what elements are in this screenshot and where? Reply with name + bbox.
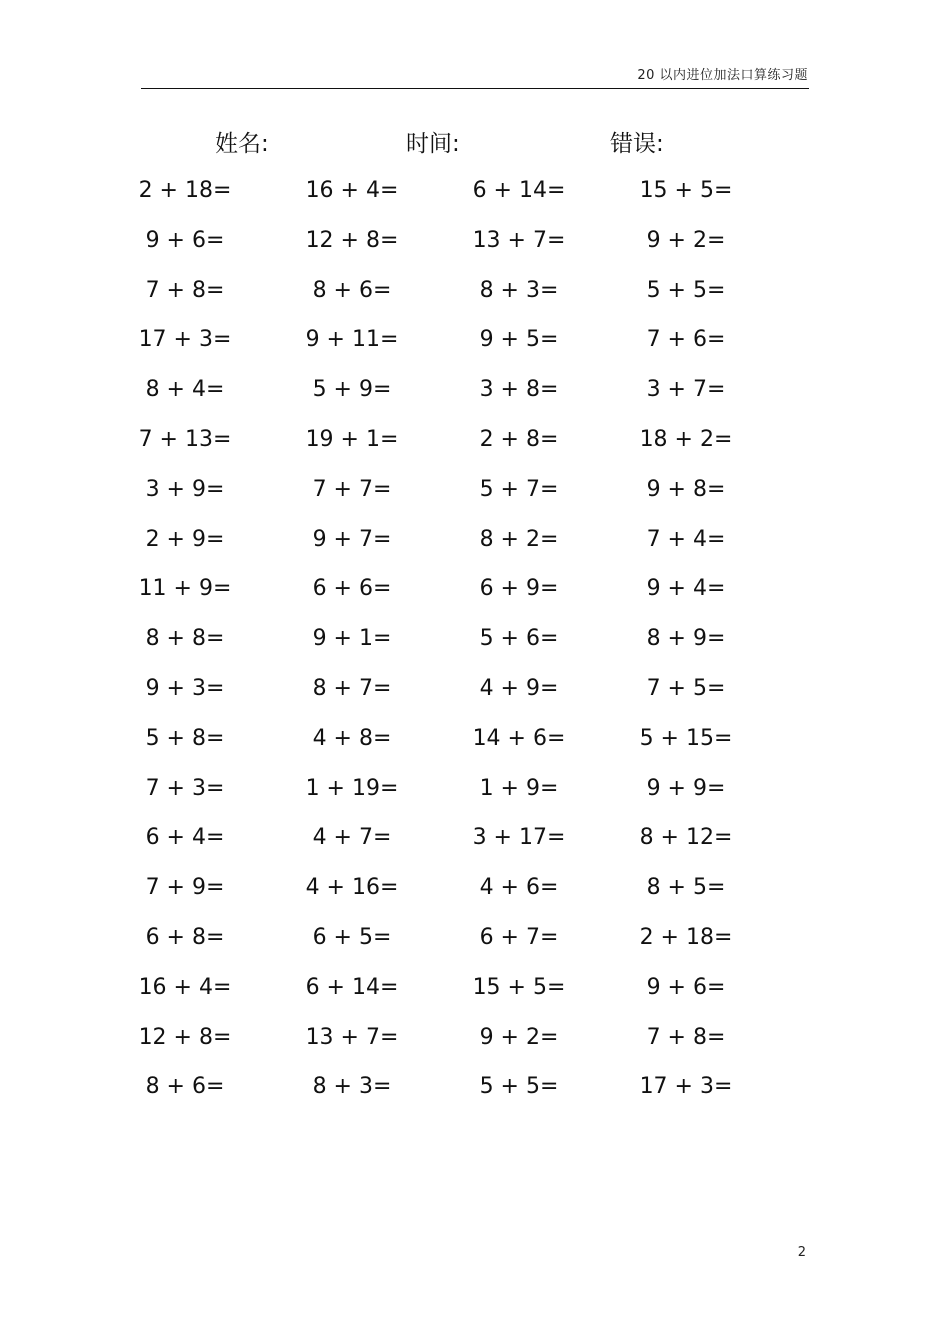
problem-item: 8 + 3=	[312, 1074, 392, 1100]
problem-item: 5 + 8=	[145, 725, 225, 751]
problem-item: 17 + 3=	[138, 327, 232, 353]
problem-item: 5 + 9=	[312, 377, 392, 403]
problem-item: 15 + 5=	[472, 974, 566, 1000]
problem-item: 6 + 5=	[312, 925, 392, 950]
problem-item: 3 + 8=	[479, 377, 559, 403]
problem-item: 7 + 9=	[145, 875, 225, 901]
problem-item: 8 + 6=	[312, 277, 392, 303]
problem-item: 4 + 9=	[479, 676, 559, 701]
problem-item: 6 + 7=	[479, 925, 559, 950]
problem-item: 7 + 13=	[138, 427, 232, 452]
problem-item: 9 + 4=	[646, 576, 726, 602]
problem-item: 9 + 8=	[646, 476, 726, 502]
problem-item: 14 + 6=	[472, 725, 566, 751]
problem-item: 9 + 2=	[479, 1024, 559, 1050]
page-number: 2	[797, 1245, 806, 1260]
problem-item: 13 + 7=	[305, 1024, 399, 1050]
problem-item: 19 + 1=	[305, 427, 399, 452]
document-header-title: 20 以内进位加法口算练习题	[637, 68, 808, 83]
problem-item: 8 + 8=	[145, 626, 225, 652]
problem-item: 16 + 4=	[305, 178, 399, 203]
problem-item: 3 + 9=	[145, 476, 225, 502]
header-divider	[141, 88, 809, 89]
problem-item: 5 + 5=	[479, 1074, 559, 1100]
problem-item: 7 + 5=	[646, 676, 726, 701]
problem-item: 12 + 8=	[138, 1024, 232, 1050]
problem-item: 9 + 9=	[646, 775, 726, 801]
problem-item: 16 + 4=	[138, 974, 232, 1000]
problem-item: 6 + 4=	[145, 825, 225, 851]
problem-item: 6 + 14=	[472, 178, 566, 203]
problem-item: 7 + 8=	[646, 1024, 726, 1050]
problem-item: 1 + 9=	[479, 775, 559, 801]
problem-item: 2 + 18=	[138, 178, 232, 203]
problem-item: 3 + 17=	[472, 825, 566, 851]
problem-item: 7 + 6=	[646, 327, 726, 353]
problem-item: 9 + 7=	[312, 526, 392, 552]
problem-item: 8 + 9=	[646, 626, 726, 652]
problem-item: 9 + 11=	[305, 327, 399, 353]
problem-item: 8 + 2=	[479, 526, 559, 552]
problem-item: 9 + 6=	[646, 974, 726, 1000]
problem-item: 18 + 2=	[639, 427, 733, 452]
problem-item: 9 + 5=	[479, 327, 559, 353]
problem-item: 5 + 5=	[646, 277, 726, 303]
problem-item: 7 + 3=	[145, 775, 225, 801]
problem-item: 8 + 7=	[312, 676, 392, 701]
problem-item: 7 + 8=	[145, 277, 225, 303]
problem-item: 2 + 8=	[479, 427, 559, 452]
problem-item: 8 + 5=	[646, 875, 726, 901]
problem-item: 6 + 6=	[312, 576, 392, 602]
time-label: 时间:	[406, 131, 460, 157]
problem-item: 6 + 8=	[145, 925, 225, 950]
problem-item: 7 + 4=	[646, 526, 726, 552]
problem-item: 9 + 1=	[312, 626, 392, 652]
problem-item: 12 + 8=	[305, 227, 399, 253]
problem-item: 6 + 14=	[305, 974, 399, 1000]
problem-item: 5 + 7=	[479, 476, 559, 502]
problem-item: 9 + 3=	[145, 676, 225, 701]
problem-item: 2 + 18=	[639, 925, 733, 950]
problem-item: 8 + 3=	[479, 277, 559, 303]
problem-item: 7 + 7=	[312, 476, 392, 502]
problem-item: 8 + 6=	[145, 1074, 225, 1100]
problem-item: 11 + 9=	[138, 576, 232, 602]
problem-item: 3 + 7=	[646, 377, 726, 403]
problem-item: 4 + 8=	[312, 725, 392, 751]
problem-item: 1 + 19=	[305, 775, 399, 801]
problem-item: 2 + 9=	[145, 526, 225, 552]
problem-item: 4 + 6=	[479, 875, 559, 901]
errors-label: 错误:	[610, 131, 664, 157]
problem-item: 13 + 7=	[472, 227, 566, 253]
problem-item: 15 + 5=	[639, 178, 733, 203]
problem-item: 4 + 7=	[312, 825, 392, 851]
problem-item: 9 + 6=	[145, 227, 225, 253]
problem-item: 4 + 16=	[305, 875, 399, 901]
problem-item: 17 + 3=	[639, 1074, 733, 1100]
problem-item: 8 + 4=	[145, 377, 225, 403]
problem-item: 9 + 2=	[646, 227, 726, 253]
problem-item: 5 + 6=	[479, 626, 559, 652]
problem-item: 8 + 12=	[639, 825, 733, 851]
name-label: 姓名:	[215, 131, 269, 157]
problem-item: 6 + 9=	[479, 576, 559, 602]
problem-item: 5 + 15=	[639, 725, 733, 751]
